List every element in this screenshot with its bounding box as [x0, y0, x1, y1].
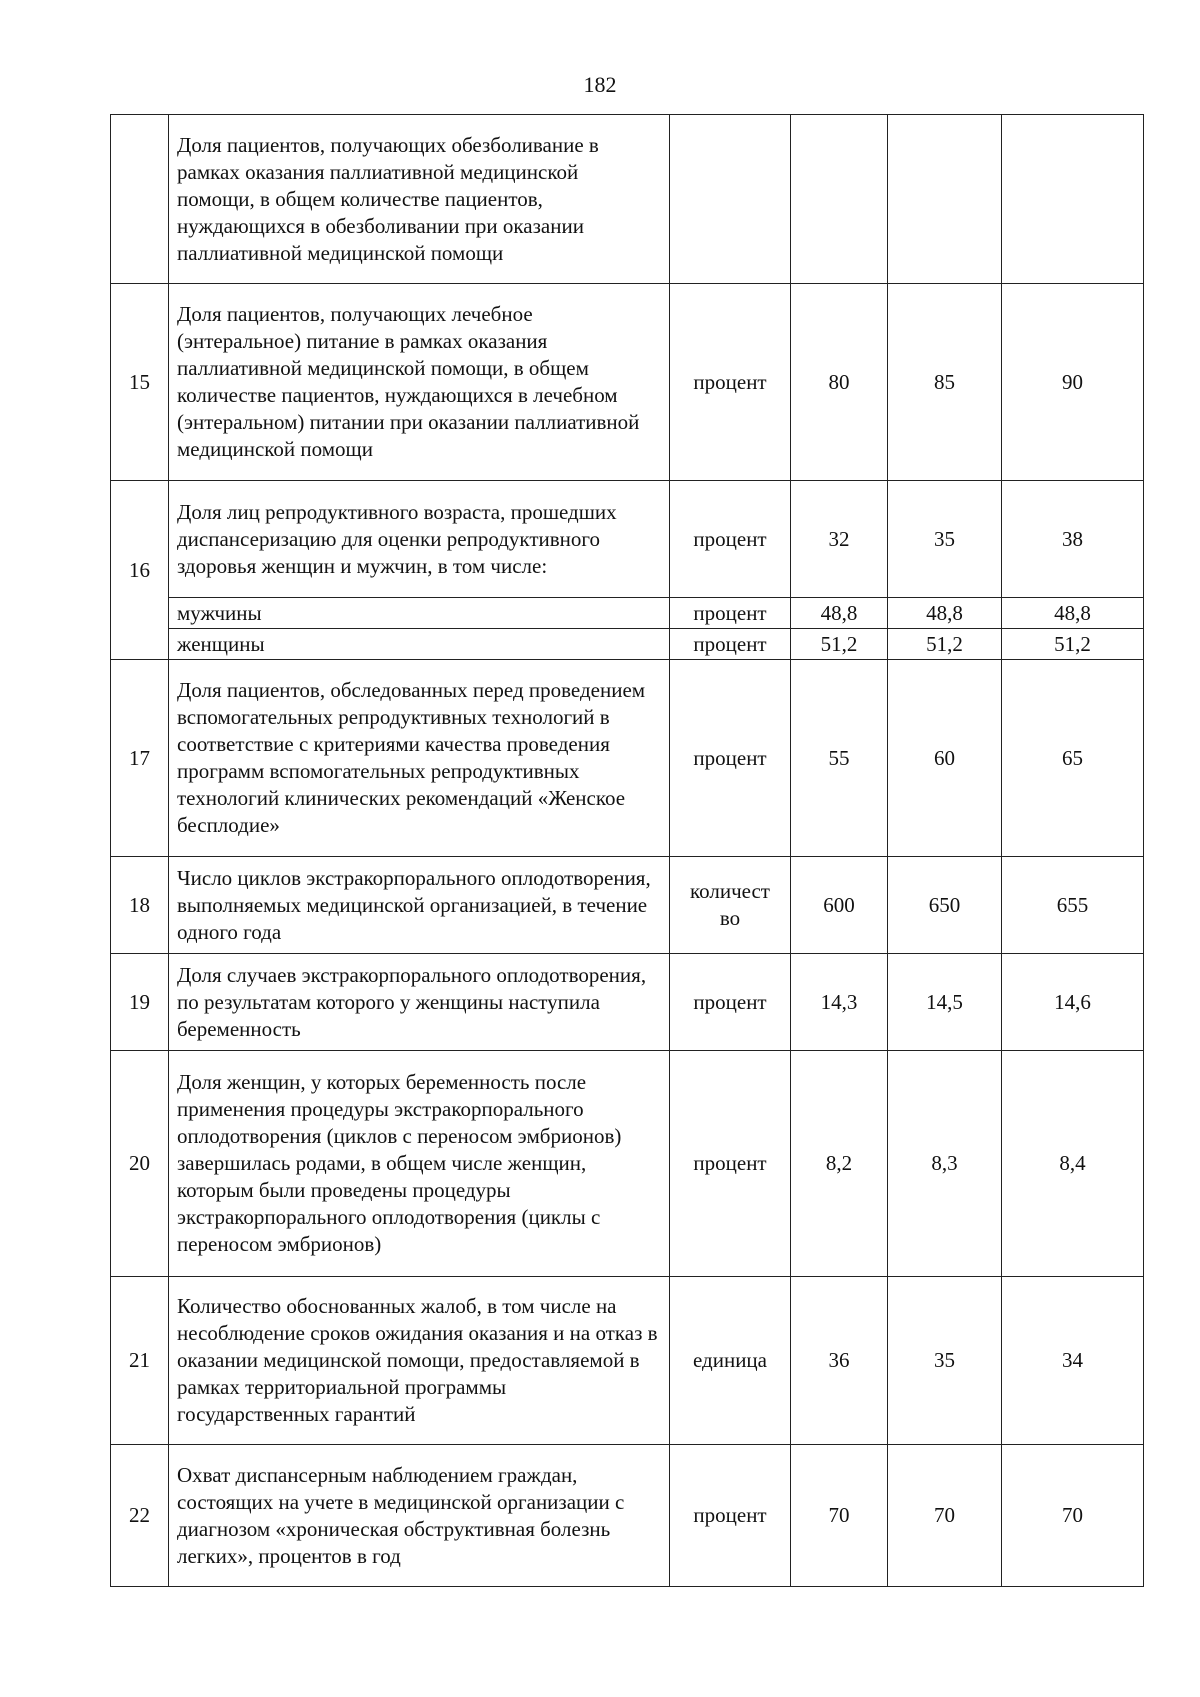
unit-cell: процент — [670, 598, 791, 629]
table-row — [111, 1051, 1144, 1277]
value-cell: 36 — [791, 1277, 888, 1445]
value-cell: 655 — [1002, 857, 1144, 954]
unit-cell: единица — [670, 1277, 791, 1445]
indicator-description: Доля пациентов, получающих лечебное (энтеральное) питание в рамках оказания паллиативной медицинской помощи, в общем количестве пациентов, нуждающихся в лечебном (энтеральном) питании при оказании паллиативной медицинской помощи — [169, 284, 670, 481]
value-cell: 70 — [1002, 1445, 1144, 1587]
value-cell: 38 — [1002, 481, 1144, 598]
indicator-description: Доля пациентов, получающих обезболивание в рамках оказания паллиативной медицинской помощи, в общем количестве пациентов, нуждающихся в обезболивании при оказании паллиативной медицинской помощи — [169, 115, 670, 284]
page-number: 182 — [583, 72, 617, 97]
value-cell: 55 — [791, 660, 888, 857]
value-cell: 70 — [888, 1445, 1002, 1587]
value-cell: 600 — [791, 857, 888, 954]
value-cell: 60 — [888, 660, 1002, 857]
value-cell: 8,4 — [1002, 1051, 1144, 1277]
table-subrow — [111, 629, 1144, 660]
indicator-description: Количество обоснованных жалоб, в том числе на несоблюдение сроков ожидания оказания и на отказ в оказании медицинской помощи, предоставляемой в рамках территориальной программы государственных гарантий — [169, 1277, 670, 1445]
indicator-description: Доля женщин, у которых беременность после применения процедуры экстракорпорального оплодотворения (циклов с переносом эмбрионов) завершилась родами, в общем числе женщин, которым были проведены процедуры экстракорпорального оплодотворения (циклы с переносом эмбрионов) — [169, 1051, 670, 1277]
indicator-description: Число циклов экстракорпорального оплодотворения, выполняемых медицинской организацией, в течение одного года — [169, 857, 670, 954]
indicator-description: Доля случаев экстракорпорального оплодотворения, по результатам которого у женщины наступила беременность — [169, 954, 670, 1051]
row-number: 21 — [111, 1277, 169, 1445]
table-row — [111, 1445, 1144, 1587]
indicator-description: Доля лиц репродуктивного возраста, прошедших диспансеризацию для оценки репродуктивного здоровья женщин и мужчин, в том числе: — [169, 481, 670, 598]
indicator-description: Охват диспансерным наблюдением граждан, состоящих на учете в медицинской организации с диагнозом «хроническая обструктивная болезнь легких», процентов в год — [169, 1445, 670, 1587]
value-cell: 51,2 — [1002, 629, 1144, 660]
table-row — [111, 660, 1144, 857]
row-number: 20 — [111, 1051, 169, 1277]
unit-cell: процент — [670, 660, 791, 857]
value-cell: 90 — [1002, 284, 1144, 481]
unit-cell: процент — [670, 629, 791, 660]
row-number: 16 — [111, 481, 169, 660]
value-cell: 51,2 — [888, 629, 1002, 660]
unit-cell: процент — [670, 1445, 791, 1587]
value-cell: 14,5 — [888, 954, 1002, 1051]
table-row — [111, 954, 1144, 1051]
value-cell: 35 — [888, 481, 1002, 598]
table-row — [111, 284, 1144, 481]
value-cell: 35 — [888, 1277, 1002, 1445]
unit-cell — [670, 115, 791, 284]
table-subrow — [111, 598, 1144, 629]
table-row — [111, 115, 1144, 284]
value-cell: 85 — [888, 284, 1002, 481]
value-cell: 650 — [888, 857, 1002, 954]
table-row — [111, 1277, 1144, 1445]
row-number: 18 — [111, 857, 169, 954]
row-number: 17 — [111, 660, 169, 857]
value-cell: 70 — [791, 1445, 888, 1587]
indicator-description: Доля пациентов, обследованных перед проведением вспомогательных репродуктивных технологий в соответствие с критериями качества проведения программ вспомогательных репродуктивных технологий клинических рекомендаций «Женское бесплодие» — [169, 660, 670, 857]
row-number: 19 — [111, 954, 169, 1051]
value-cell: 48,8 — [1002, 598, 1144, 629]
unit-cell: процент — [670, 284, 791, 481]
value-cell: 48,8 — [791, 598, 888, 629]
subrow-label: женщины — [169, 629, 670, 660]
row-number: 15 — [111, 284, 169, 481]
unit-cell: процент — [670, 1051, 791, 1277]
value-cell: 14,3 — [791, 954, 888, 1051]
value-cell: 34 — [1002, 1277, 1144, 1445]
value-cell: 32 — [791, 481, 888, 598]
table-row — [111, 857, 1144, 954]
value-cell: 65 — [1002, 660, 1144, 857]
unit-cell: процент — [670, 954, 791, 1051]
row-number — [111, 115, 169, 284]
value-cell: 14,6 — [1002, 954, 1144, 1051]
value-cell: 8,2 — [791, 1051, 888, 1277]
unit-cell: количест во — [670, 857, 791, 954]
row-number: 22 — [111, 1445, 169, 1587]
value-cell: 48,8 — [888, 598, 1002, 629]
table-row — [111, 481, 1144, 598]
value-cell: 51,2 — [791, 629, 888, 660]
value-cell: 80 — [791, 284, 888, 481]
indicators-table — [110, 114, 1144, 1587]
unit-cell: процент — [670, 481, 791, 598]
value-cell — [888, 115, 1002, 284]
subrow-label: мужчины — [169, 598, 670, 629]
value-cell — [1002, 115, 1144, 284]
value-cell: 8,3 — [888, 1051, 1002, 1277]
value-cell — [791, 115, 888, 284]
